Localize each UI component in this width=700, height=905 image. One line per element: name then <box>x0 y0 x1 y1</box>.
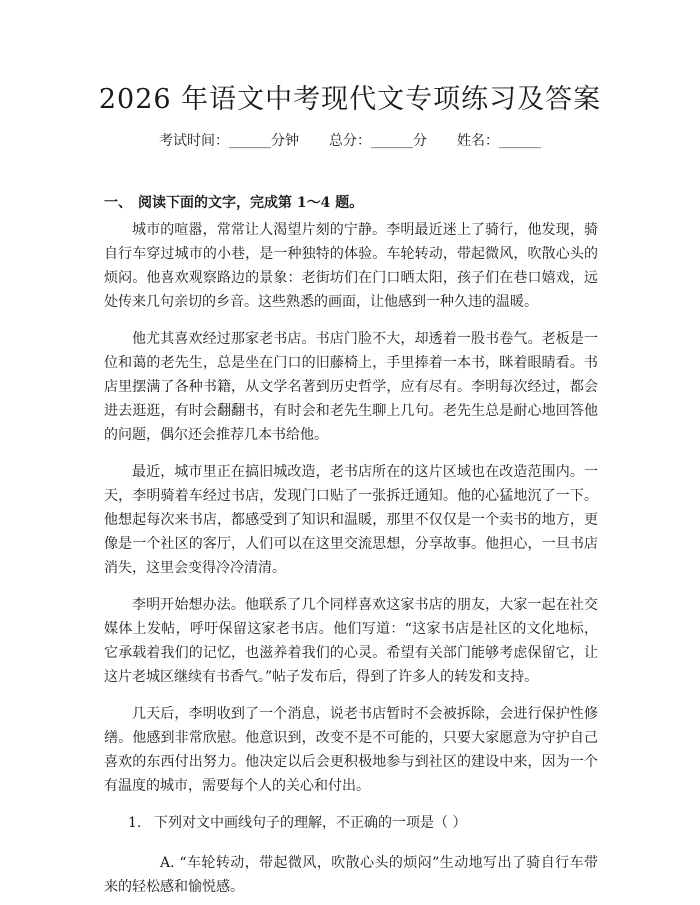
reading-passage <box>104 218 598 899</box>
question-number: 1. <box>128 815 142 831</box>
passage-paragraph-5: 几天后，李明收到了一个消息，说老书店暂时不会被拆除，会进行保护性修缮。他感到非常欣慰。他意识到，改变不是不可能的，只要大家愿意为守护自己喜欢的东西付出努力。他决定以后会更积极地参与到社区的建设中来，因为一个有温度的城市，需要每个人的关心和付出。 <box>104 706 598 794</box>
question-text: 下列对文中画线句子的理解，不正确的一项是（ ） <box>154 815 467 831</box>
section-number: 一、 <box>104 195 132 211</box>
passage-paragraph-2: 他尤其喜欢经过那家老书店。书店门脸不大，却透着一股书卷气。老板是一位和蔼的老先生，总是坐在门口的旧藤椅上，手里捧着一本书，眯着眼睛看。书店里摆满了各种书籍，从文学名著到历史哲学，应有尽有。李明每次经过，都会进去逛逛，有时会翻翻书，有时会和老先生聊上几句。老先生总是耐心地回答他的问题，偶尔还会推荐几本书给他。 <box>104 331 598 443</box>
page-title: 2026 年语文中考现代文专项练习及答案 <box>98 84 602 115</box>
exam-meta <box>0 131 700 151</box>
total-score-field: 总分：______分 <box>329 133 427 149</box>
passage-paragraph-4: 李明开始想办法。他联系了几个同样喜欢这家书店的朋友，大家一起在社交媒体上发帖，呼吁保留这家老书店。他们写道：“这家书店是社区的文化地标，它承载着我们的记忆，也滋养着我们的心灵。希望有关部门能够考虑保留它，让这片老城区继续有书香气。”帖子发布后，得到了许多人的转发和支持。 <box>104 597 598 685</box>
section-instruction: 阅读下面的文字，完成第 1～4 题。 <box>138 195 364 211</box>
passage-paragraph-3: 最近，城市里正在搞旧城改造，老书店所在的这片区域也在改造范围内。一天，李明骑着车经过书店，发现门口贴了一张拆迁通知。他的心猛地沉了一下。他想起每次来书店，都感受到了知识和温暖，那里不仅仅是一个卖书的地方，更像是一个社区的客厅，人们可以在这里交流思想，分享故事。他担心，一旦书店消失，这里会变得冷冷清清。 <box>104 464 598 576</box>
passage-paragraph-1: 城市的喧嚣，常常让人渴望片刻的宁静。李明最近迷上了骑行，他发现，骑自行车穿过城市的小巷，是一种独特的体验。车轮转动，带起微风，吹散心头的烦闷。他喜欢观察路边的景象：老街坊们在门口晒太阳，孩子们在巷口嬉戏，远处传来几句亲切的乡音。这些熟悉的画面，让他感到一种久违的温暖。 <box>104 222 598 310</box>
section-heading <box>104 193 363 213</box>
answer-option-a: A. “车轮转动，带起微风，吹散心头的烦闷”生动地写出了骑自行车带来的轻松感和愉悦感。 <box>104 855 598 895</box>
student-name-field: 姓名：______ <box>457 133 541 149</box>
exam-time-field: 考试时间：______分钟 <box>159 133 299 149</box>
question-1 <box>128 811 598 835</box>
